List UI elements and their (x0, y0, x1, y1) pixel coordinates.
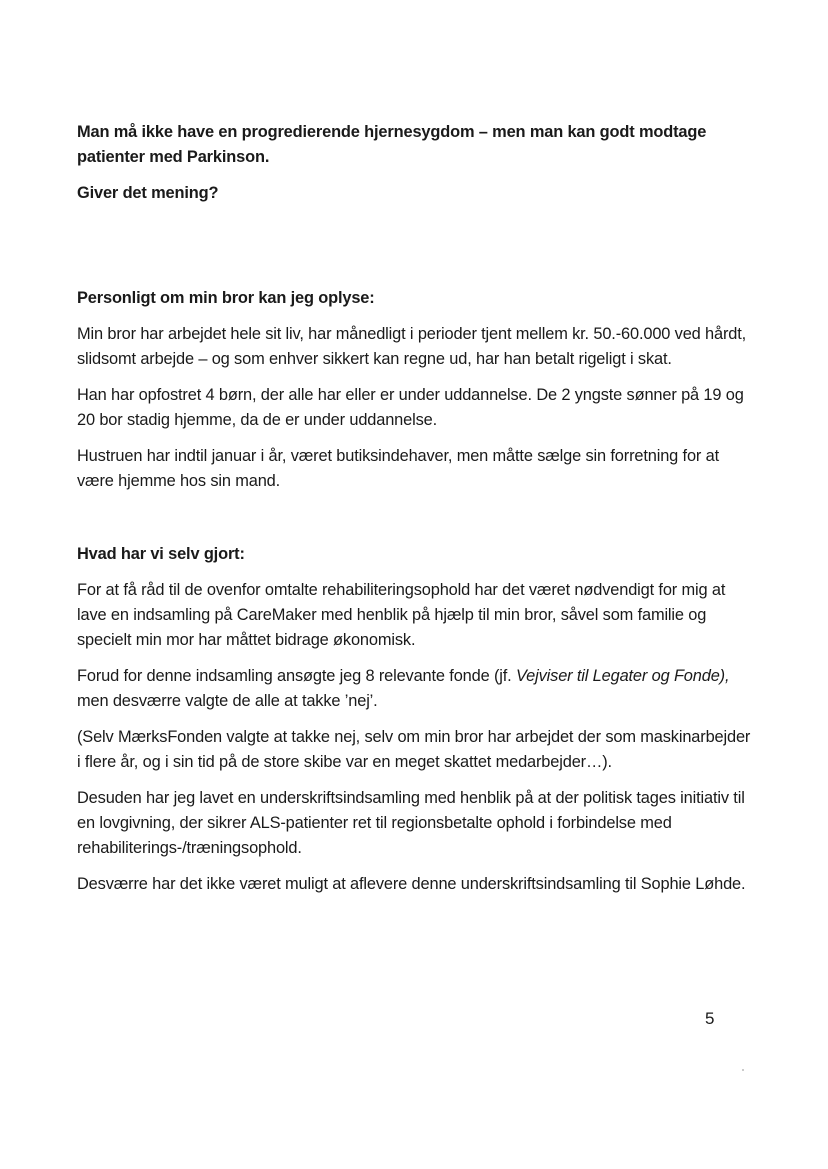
actions-paragraph-foundations (77, 664, 757, 714)
personal-paragraph-wife: Hustruen har indtil januar i år, været butiksindehaver, men måtte sælge sin forretning for at være hjemme hos sin mand. (77, 447, 720, 490)
actions-paragraph-delivery: Desværre har det ikke været muligt at aflevere denne underskriftsindsamling til Sophie Løhde. (77, 875, 746, 893)
section-actions-heading: Hvad har vi selv gjort: (77, 545, 245, 563)
actions-paragraph-maersk: (Selv MærksFonden valgte at takke nej, selv om min bror har arbejdet der som maskinarbejder i flere år, og i sin tid på de store skibe var en meget skattet medarbejder…). (77, 728, 751, 771)
intro-statement: Man må ikke have en progredierende hjernesygdom – men man kan godt modtage patienter med Parkinson. (77, 123, 707, 166)
intro-question: Giver det mening? (77, 184, 219, 202)
actions-paragraph-petition: Desuden har jeg lavet en underskriftsindsamling med henblik på at der politisk tages initiativ til en lovgivning, der sikrer ALS-patienter ret til regionsbetalte ophold i forbindelse med rehabiliterings-/træningsophold. (77, 789, 745, 857)
section-personal-heading: Personligt om min bror kan jeg oplyse: (77, 289, 375, 307)
actions-paragraph-fundraising: For at få råd til de ovenfor omtalte rehabiliteringsophold har det været nødvendigt for mig at lave en indsamling på CareMaker med henblik på hjælp til min bror, såvel som familie og specielt min mor har måttet bidrage økonomisk. (77, 581, 726, 649)
foundations-text-end: men desværre valgte de alle at takke ’nej’. (77, 692, 378, 710)
personal-paragraph-work: Min bror har arbejdet hele sit liv, har månedligt i perioder tjent mellem kr. 50.-60.000 ved hårdt, slidsomt arbejde – og som enhver sikkert kan regne ud, har han betalt rigeligt i skat. (77, 325, 747, 368)
scan-speck (742, 1069, 744, 1071)
page-number: 5 (705, 1009, 715, 1028)
foundations-reference-title: Vejviser til Legater og Fonde), (515, 667, 730, 685)
personal-paragraph-children: Han har opfostret 4 børn, der alle har eller er under uddannelse. De 2 yngste sønner på 19 og 20 bor stadig hjemme, da de er under uddannelse. (77, 386, 744, 429)
foundations-text-start: Forud for denne indsamling ansøgte jeg 8 relevante fonde (jf. (77, 667, 516, 685)
document-body (77, 120, 757, 908)
